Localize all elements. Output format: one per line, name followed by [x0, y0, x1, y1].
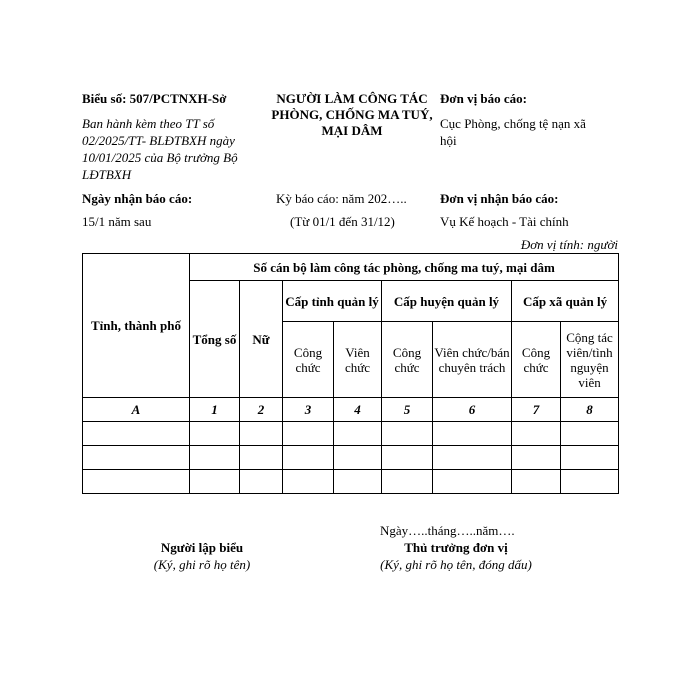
preparer-signature-note: (Ký, ghi rõ họ tên) [153, 557, 251, 572]
table-row [83, 470, 619, 494]
column-index: 2 [240, 398, 283, 422]
table-cell[interactable] [334, 422, 382, 446]
staff-report-table [82, 253, 619, 494]
reporting-period: Kỳ báo cáo: năm 202….. [276, 191, 407, 206]
form-code: Biểu số: 507/PCTNXH-Sở [82, 91, 227, 106]
table-cell[interactable] [83, 422, 190, 446]
table-cell[interactable] [283, 446, 334, 470]
unit-note: Đơn vị tính: người [520, 237, 618, 252]
column-index: 4 [334, 398, 382, 422]
form-basis-note: Ban hành kèm theo TT số 02/2025/TT- BLĐTBXH ngày 10/01/2025 của Bộ trưởng Bộ LĐTBXH [82, 116, 238, 182]
table-cell[interactable] [433, 446, 512, 470]
table-cell[interactable] [561, 470, 619, 494]
district-level-header: Cấp huyện quản lý [382, 281, 512, 322]
column-index: 6 [433, 398, 512, 422]
table-cell[interactable] [283, 422, 334, 446]
receiving-unit-label: Đơn vị nhận báo cáo: [440, 191, 559, 206]
table-row [83, 422, 619, 446]
unit-head-title: Thủ trưởng đơn vị [404, 540, 508, 555]
column-index: 5 [382, 398, 433, 422]
district-civil-servant-header: Công chức [382, 322, 433, 398]
receive-date-label: Ngày nhận báo cáo: [82, 191, 193, 206]
table-row [83, 446, 619, 470]
commune-civil-servant-header: Công chức [512, 322, 561, 398]
table-cell[interactable] [240, 422, 283, 446]
table-cell[interactable] [561, 422, 619, 446]
table-cell[interactable] [334, 470, 382, 494]
commune-volunteer-header: Cộng tác viên/tình nguyện viên [561, 322, 619, 398]
table-cell[interactable] [382, 446, 433, 470]
table-cell[interactable] [190, 422, 240, 446]
province-public-employee-header: Viên chức [334, 322, 382, 398]
column-index-row [83, 398, 619, 422]
table-cell[interactable] [283, 470, 334, 494]
district-public-employee-header: Viên chức/bán chuyên trách [433, 322, 512, 398]
table-cell[interactable] [512, 446, 561, 470]
table-cell[interactable] [382, 422, 433, 446]
table-cell[interactable] [433, 422, 512, 446]
report-title: NGƯỜI LÀM CÔNG TÁC PHÒNG, CHỐNG MA TUÝ, MẠI DÂM [271, 91, 433, 138]
reporting-period-range: (Từ 01/1 đến 31/12) [290, 214, 395, 229]
table-cell[interactable] [561, 446, 619, 470]
column-index: 1 [190, 398, 240, 422]
table-cell[interactable] [190, 446, 240, 470]
staff-count-group-header: Số cán bộ làm công tác phòng, chống ma tuý, mại dâm [190, 254, 619, 281]
table-cell[interactable] [240, 446, 283, 470]
table-cell[interactable] [334, 446, 382, 470]
province-civil-servant-header: Công chức [283, 322, 334, 398]
commune-level-header: Cấp xã quản lý [512, 281, 619, 322]
column-index: 8 [561, 398, 619, 422]
preparer-title: Người lập biểu [160, 540, 244, 555]
table-cell[interactable] [83, 470, 190, 494]
table-cell[interactable] [382, 470, 433, 494]
column-index: 3 [283, 398, 334, 422]
province-level-header: Cấp tỉnh quản lý [283, 281, 382, 322]
receiving-unit-value: Vụ Kế hoạch - Tài chính [440, 214, 569, 229]
table-cell[interactable] [190, 470, 240, 494]
table-cell[interactable] [512, 470, 561, 494]
unit-head-signature-note: (Ký, ghi rõ họ tên, đóng dấu) [380, 557, 532, 572]
receive-date-value: 15/1 năm sau [82, 214, 152, 229]
table-cell[interactable] [512, 422, 561, 446]
province-column-header: Tỉnh, thành phố [83, 254, 190, 398]
female-column-header: Nữ [240, 281, 283, 398]
total-column-header: Tổng số [190, 281, 240, 398]
column-index: 7 [512, 398, 561, 422]
table-cell[interactable] [83, 446, 190, 470]
column-index: A [83, 398, 190, 422]
table-cell[interactable] [433, 470, 512, 494]
signature-date-line: Ngày…..tháng…..năm…. [380, 523, 515, 538]
reporting-unit-label: Đơn vị báo cáo: [440, 91, 528, 106]
reporting-unit-value: Cục Phòng, chống tệ nạn xã hội [440, 116, 586, 148]
table-cell[interactable] [240, 470, 283, 494]
